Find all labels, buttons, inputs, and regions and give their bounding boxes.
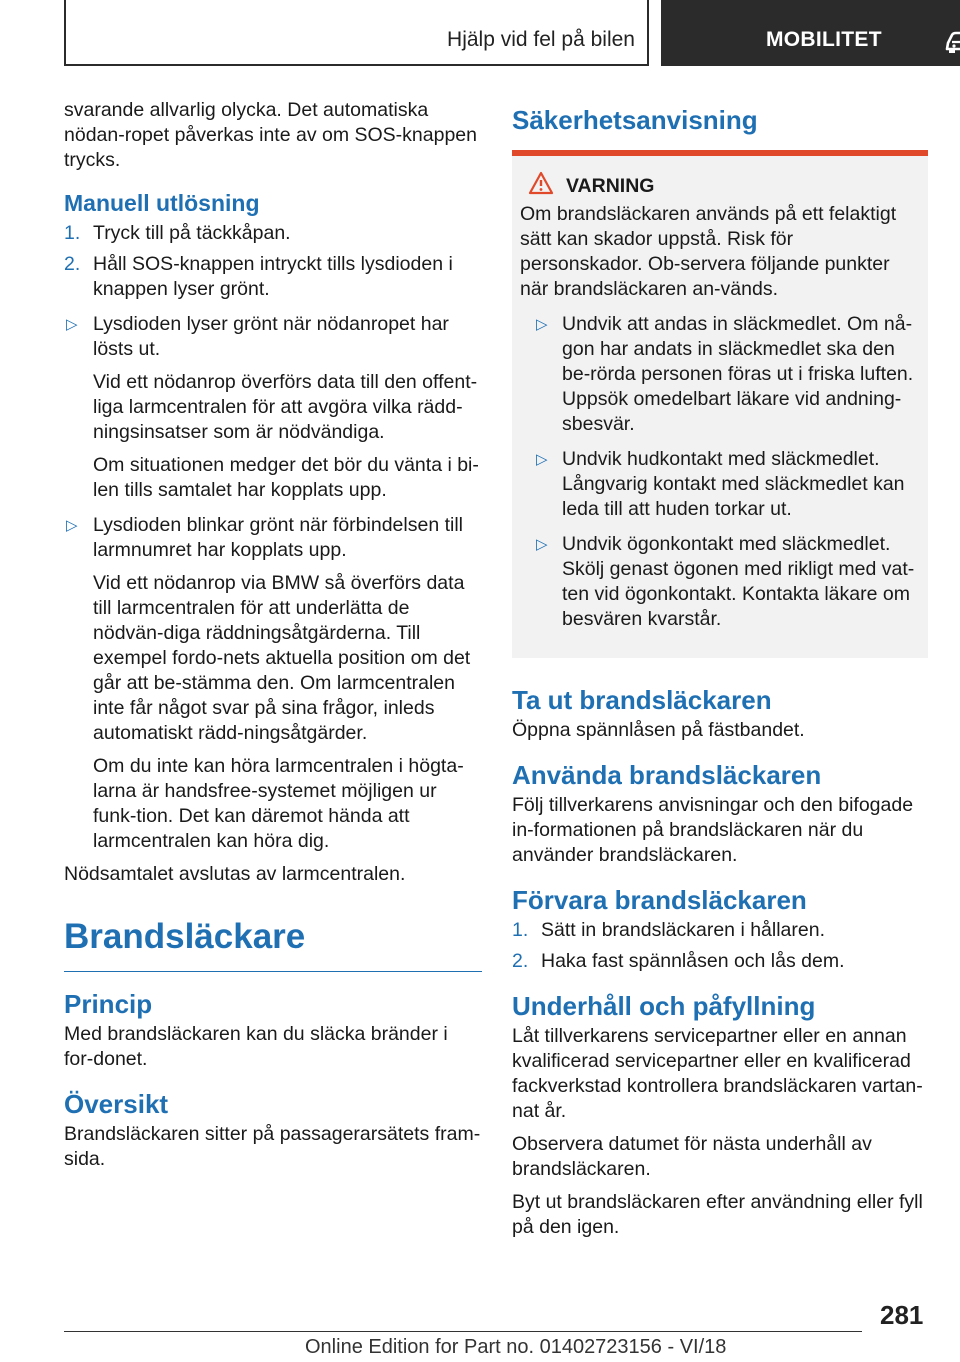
triangle-bullet-icon: ▷ bbox=[536, 451, 548, 468]
list-item bbox=[64, 252, 482, 302]
list-item bbox=[64, 513, 482, 854]
list-item bbox=[520, 312, 920, 437]
use-heading: Använda brandsläckaren bbox=[512, 760, 822, 790]
maintenance-paragraph: Byt ut brandsläckaren efter användning eller fyll på den igen. bbox=[512, 1191, 923, 1238]
maintenance-paragraph: Låt tillverkarens servicepartner eller en annan kvalificerad servicepartner eller en kvalificerad fackverkstad kontrollera brandsläckaren vartan-nat år. bbox=[512, 1025, 923, 1122]
step-number: 2. bbox=[64, 253, 81, 275]
warning-bullet-text: Undvik att andas in släckmedlet. Om nå-gon har andats in släckmedlet ska den be-rörda personen föras ut i friska luften. Uppsök omedelbart läkare vid andning-sbesvär. bbox=[562, 313, 914, 435]
intro-paragraph: svarande allvarlig olycka. Det automatiska nödan-ropet påverkas inte av om SOS-knappen trycks. bbox=[64, 99, 477, 171]
page-number: 281 bbox=[880, 1300, 924, 1330]
footer-edition: Online Edition for Part no. 01402723156 - VI/18 bbox=[305, 1336, 727, 1358]
overview-text: Brandsläckaren sitter på passagerarsätets fram-sida. bbox=[64, 1123, 481, 1170]
fire-extinguisher-heading: Brandsläckare bbox=[64, 917, 482, 972]
header-chapter-title: MOBILITET bbox=[766, 28, 882, 51]
footer-divider bbox=[64, 1331, 862, 1332]
bullet-paragraph: Om situationen medger det bör du vänta i bi-len tills samtalet har kopplats upp. bbox=[93, 454, 479, 501]
bullet-paragraph: Vid ett nödanrop via BMW så överförs data till larmcentralen för att underlätta de nödvän-diga räddningsåtgärderna. Till exempel fordo-nets aktuella position om det går att be-stämma den. Om larmcentralen inte får något svar på sina frågor, inleds automatiskt rädd-ningsåtgärder. bbox=[93, 572, 471, 744]
step-text: Tryck till på täckkåpan. bbox=[93, 222, 291, 244]
principle-heading: Princip bbox=[64, 989, 153, 1019]
maintenance-paragraph: Observera datumet för nästa underhåll av brandsläckaren. bbox=[512, 1133, 872, 1180]
closing-paragraph: Nödsamtalet avslutas av larmcentralen. bbox=[64, 863, 406, 885]
warning-bullet-text: Undvik hudkontakt med släckmedlet. Långvarig kontakt med släckmedlet kan leda till att huden torkar ut. bbox=[562, 448, 905, 520]
page-header bbox=[64, 0, 960, 66]
bullet-text: Lysdioden lyser grönt när nödanropet har lösts ut. bbox=[93, 313, 449, 360]
take-out-heading: Ta ut brandsläckaren bbox=[512, 685, 772, 715]
list-item bbox=[64, 221, 482, 246]
step-number: 2. bbox=[512, 950, 529, 972]
bullet-text: Lysdioden blinkar grönt när förbindelsen till larmnumret har kopplats upp. bbox=[93, 514, 463, 561]
step-text: Haka fast spännlåsen och lås dem. bbox=[541, 950, 845, 972]
manual-trigger-heading: Manuell utlösning bbox=[64, 190, 260, 216]
triangle-bullet-icon: ▷ bbox=[536, 316, 548, 333]
warning-triangle-icon bbox=[528, 171, 554, 195]
list-item bbox=[64, 312, 482, 503]
header-chapter-box bbox=[661, 0, 960, 66]
step-number: 1. bbox=[64, 222, 81, 244]
maintenance-heading: Underhåll och påfyllning bbox=[512, 991, 816, 1021]
safety-heading: Säkerhetsanvisning bbox=[512, 105, 758, 135]
warning-box bbox=[512, 150, 928, 658]
warning-bullet-text: Undvik ögonkontakt med släckmedlet. Skölj genast ögonen med rikligt med vat-ten vid ögonkontakt. Kontakta läkare om besvären kvarstår. bbox=[562, 533, 915, 630]
list-item bbox=[512, 918, 928, 943]
left-column bbox=[64, 98, 482, 1180]
bullet-paragraph: Vid ett nödanrop överförs data till den offent-liga larmcentralen för att avgöra vilka rädd-ningsinsatser som är nödvändiga. bbox=[93, 371, 478, 443]
principle-text: Med brandsläckaren kan du släcka bränder i for-donet. bbox=[64, 1023, 448, 1070]
overview-heading: Översikt bbox=[64, 1089, 169, 1119]
triangle-bullet-icon: ▷ bbox=[66, 517, 78, 534]
warning-label: VARNING bbox=[566, 175, 655, 197]
car-icon bbox=[944, 30, 960, 54]
bullet-paragraph: Om du inte kan höra larmcentralen i högta-larna är handsfree-systemet möjligen ur funk-tion. Det kan däremot hända att larmcentralen kan höra dig. bbox=[93, 755, 464, 852]
take-out-text: Öppna spännlåsen på fästbandet. bbox=[512, 719, 805, 741]
triangle-bullet-icon: ▷ bbox=[66, 316, 78, 333]
right-column bbox=[512, 98, 928, 1248]
list-item bbox=[520, 447, 920, 522]
header-section-title: Hjälp vid fel på bilen bbox=[447, 28, 635, 51]
warning-header bbox=[520, 174, 920, 198]
step-number: 1. bbox=[512, 919, 529, 941]
list-item bbox=[520, 532, 920, 632]
step-text: Håll SOS-knappen intryckt tills lysdioden i knappen lyser grönt. bbox=[93, 253, 453, 300]
store-heading: Förvara brandsläckaren bbox=[512, 885, 807, 915]
step-text: Sätt in brandsläckaren i hållaren. bbox=[541, 919, 825, 941]
list-item bbox=[512, 949, 928, 974]
header-section-box bbox=[64, 0, 649, 66]
warning-text: Om brandsläckaren används på ett felaktigt sätt kan skador uppstå. Risk för personskador. Ob-servera följande punkter när brandsläckaren an-vänds. bbox=[520, 203, 897, 300]
triangle-bullet-icon: ▷ bbox=[536, 536, 548, 553]
use-text: Följ tillverkarens anvisningar och den bifogade in-formationen på brandsläckaren när du använder brandsläckaren. bbox=[512, 794, 914, 866]
